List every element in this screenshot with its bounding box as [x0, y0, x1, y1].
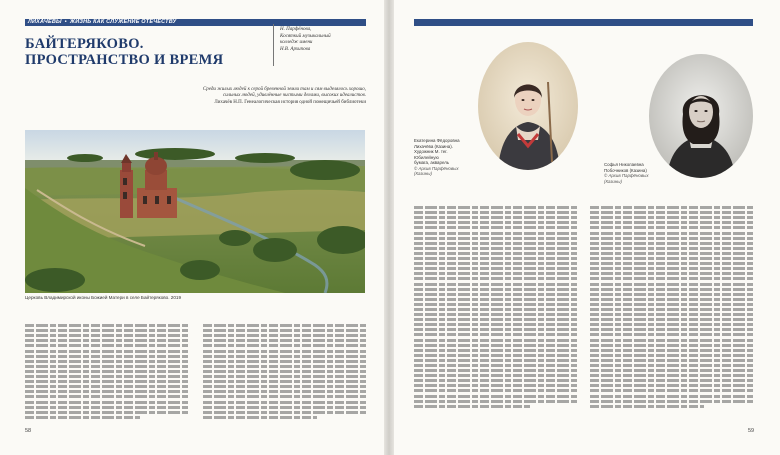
page-number-left: 58 — [25, 428, 32, 434]
right-page — [394, 0, 780, 455]
author-affiliation-3: Н.В. Архипова — [280, 46, 311, 52]
left-text-column-2 — [203, 322, 366, 419]
photo-caption: Церковь Владимирской иконы Божией Матери в селе Байтеряково. 2019 — [25, 295, 181, 300]
epigraph-line-1: Среди жилых людей к серой бревенной земли там и сям выделялось хорошо, — [202, 87, 366, 92]
portrait-sofia — [649, 54, 753, 178]
running-head-section: ЛИХАЧЁВЫ — [28, 19, 62, 25]
watercolor-portrait-image — [478, 42, 578, 170]
portrait-ekaterina-caption: Екатерина Фёдоровна Лихачёва (Казина). Художник М. тег. Юбилейную бумага, акварель © Архив Парфёновых (Казины) — [414, 138, 460, 176]
left-page — [0, 0, 384, 455]
portrait-sofia-caption: Софья Николаевна Побочников (Казина) © Архив Парфёновых (Казины) — [604, 162, 649, 184]
book-gutter — [384, 0, 394, 455]
right-text-column-2 — [590, 204, 753, 408]
running-head-series: ЖИЗНЬ КАК СЛУЖЕНИЕ ОТЕЧЕСТВУ — [69, 19, 177, 25]
portrait-ekaterina — [478, 42, 578, 170]
title-line-1: БАЙТЕРЯКОВО. — [25, 36, 144, 52]
church-landscape-image — [25, 130, 365, 293]
author-name: Н. Парфёнова, — [280, 27, 312, 32]
running-head-right — [414, 19, 753, 26]
page-number-right: 59 — [748, 428, 755, 434]
right-text-column-1 — [414, 204, 579, 408]
left-text-column-1 — [25, 322, 189, 419]
epigraph-source: Лихачёв Н.П. Генеалогическая история одной помещичьей библиотеки — [214, 99, 366, 105]
author-block — [280, 27, 376, 53]
title-line-2: ПРОСТРАНСТВО И ВРЕМЯ — [25, 52, 224, 68]
church-photo — [25, 130, 365, 293]
photo-portrait-image — [649, 54, 753, 178]
author-affiliation-1: Косяткий музыкальный — [280, 33, 331, 39]
article-title — [25, 36, 265, 68]
epigraph-line-2: сильных людей, удивлённые чистыми делами, высоких идеалистов. — [223, 93, 366, 99]
author-divider — [273, 24, 274, 66]
epigraph — [120, 87, 366, 106]
author-affiliation-2: колледж имени — [280, 40, 313, 46]
running-head-left: ЛИХАЧЁВЫ • ЖИЗНЬ КАК СЛУЖЕНИЕ ОТЕЧЕСТВУ — [25, 19, 366, 26]
